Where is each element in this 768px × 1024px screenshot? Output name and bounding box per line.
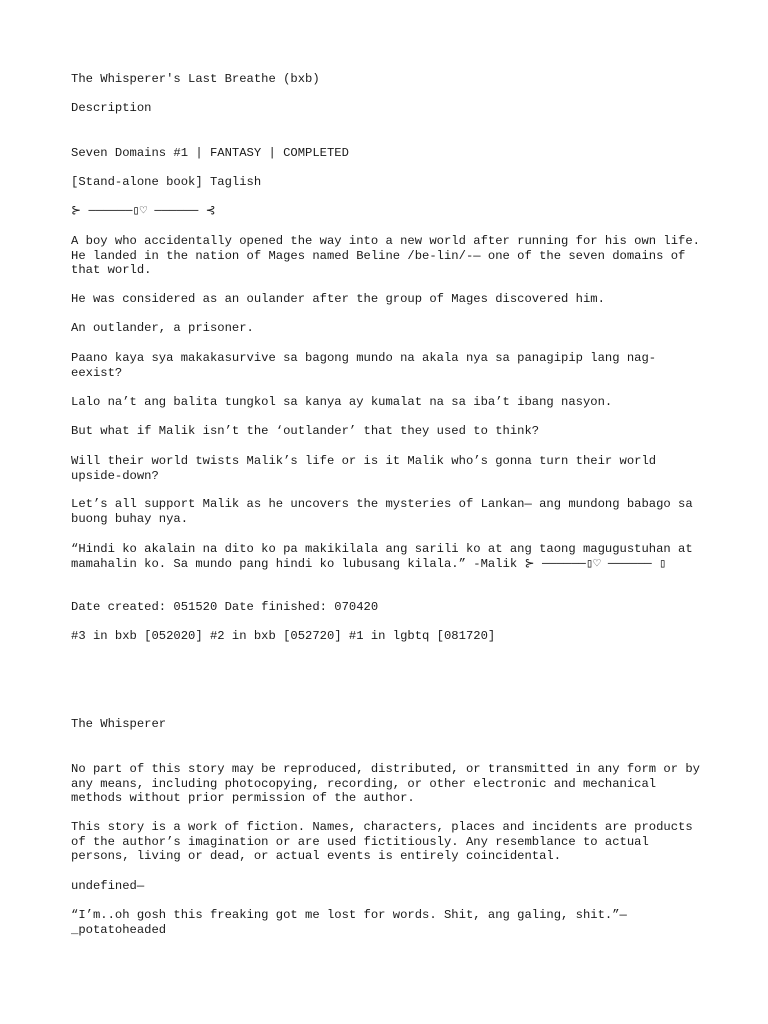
- paragraph-what-if: But what if Malik isn’t the ‘outlander’ that they used to think?: [71, 424, 540, 438]
- section-title: The Whisperer: [71, 717, 167, 731]
- divider: ⊱ ──────▯♡ ────── ⊰: [71, 204, 216, 218]
- fiction-notice: This story is a work of fiction. Names, characters, places and incidents are products of the author’s imagination or are used fictitiously. Any resemblance to actual persons, living or dead, or actual events is entirely coincidental.: [71, 820, 700, 863]
- description-heading: Description: [71, 101, 152, 115]
- undefined-line: undefined—: [71, 879, 145, 893]
- copyright-notice: No part of this story may be reproduced, distributed, or transmitted in any form or by any means, including photocopying, recording, or other electronic and mechanical methods without prior permission of the author.: [71, 762, 708, 805]
- reader-quote: “I’m..oh gosh this freaking got me lost for words. Shit, ang galing, shit.”— _potatoheaded: [71, 908, 635, 937]
- paragraph-quote-malik: “Hindi ko akalain na dito ko pa makikilala ang sarili ko at ang taong magugustuhan at mamahalin ko. Sa mundo pang hindi ko lubusang kilala.” -Malik ⊱ ──────▯♡ ────── ▯: [71, 542, 700, 571]
- paragraph-prisoner: An outlander, a prisoner.: [71, 321, 254, 335]
- rankings-line: #3 in bxb [052020] #2 in bxb [052720] #1 in lgbtq [081720]: [71, 629, 496, 643]
- dates-line: Date created: 051520 Date finished: 070420: [71, 600, 379, 614]
- series-line: Seven Domains #1 | FANTASY | COMPLETED: [71, 146, 349, 160]
- paragraph-twists: Will their world twists Malik’s life or is it Malik who’s gonna turn their world upside-down?: [71, 454, 664, 483]
- paragraph-paano: Paano kaya sya makakasurvive sa bagong mundo na akala nya sa panagipip lang nag-eexist?: [71, 351, 657, 380]
- paragraph-oulander: He was considered as an oulander after the group of Mages discovered him.: [71, 292, 605, 306]
- paragraph-support: Let’s all support Malik as he uncovers the mysteries of Lankan— ang mundong babago sa buong buhay nya.: [71, 497, 700, 526]
- book-type: [Stand-alone book] Taglish: [71, 175, 262, 189]
- paragraph-intro: A boy who accidentally opened the way into a new world after running for his own life. He landed in the nation of Mages named Beline /be-lin/-— one of the seven domains of that world.: [71, 234, 708, 277]
- document-title: The Whisperer's Last Breathe (bxb): [71, 72, 320, 86]
- paragraph-lalo: Lalo na’t ang balita tungkol sa kanya ay kumalat na sa iba’t ibang nasyon.: [71, 395, 613, 409]
